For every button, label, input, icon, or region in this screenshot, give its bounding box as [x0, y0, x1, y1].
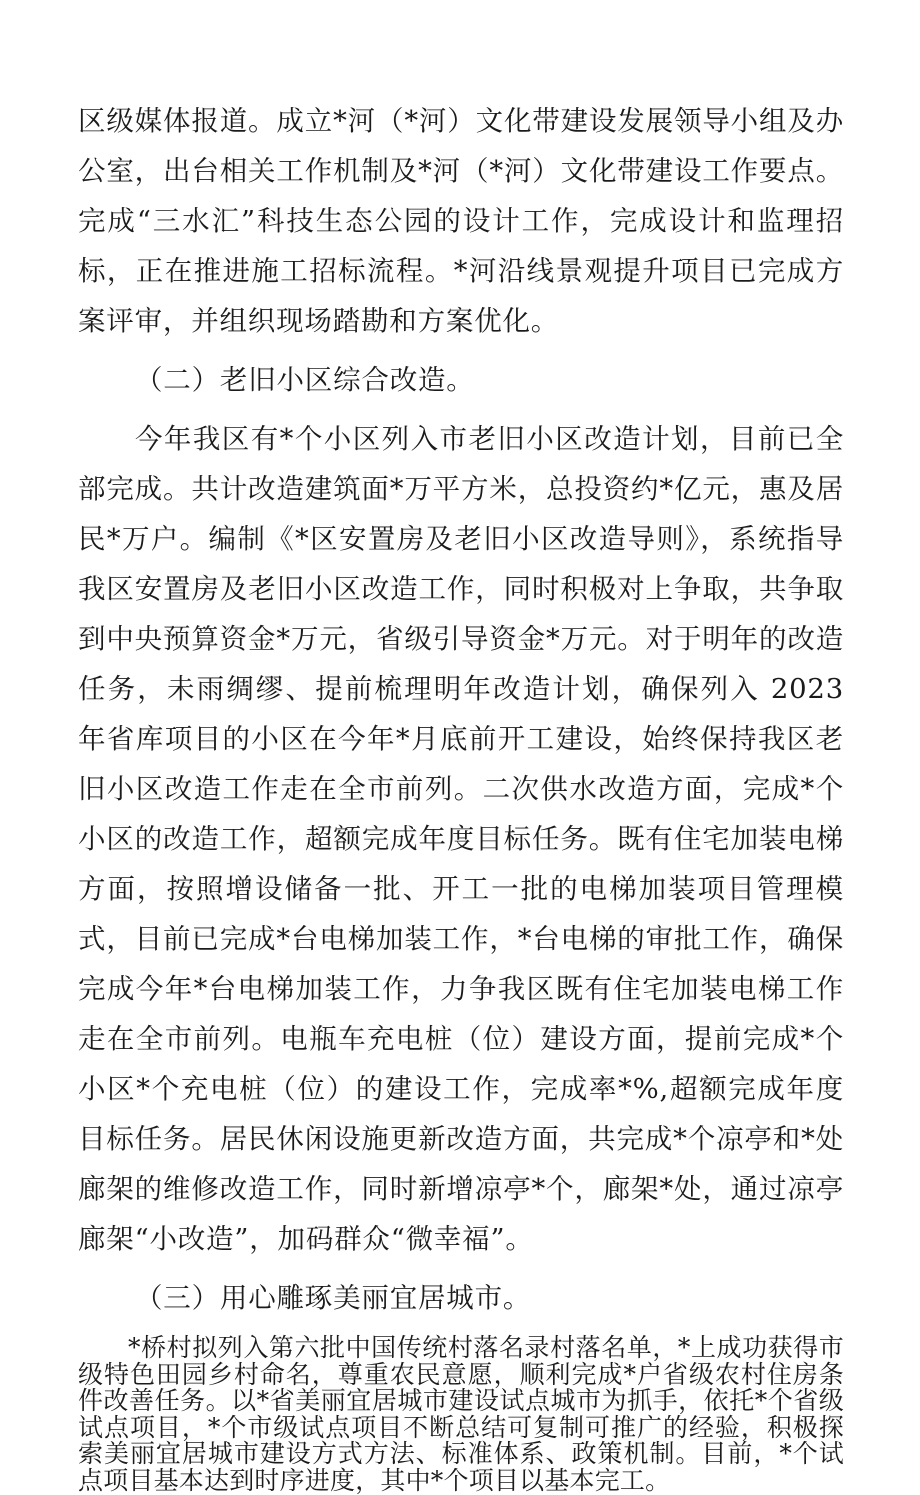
paragraph-old-community-renovation: 今年我区有*个小区列入市老旧小区改造计划，目前已全部完成。共计改造建筑面*万平方米，总投资约*亿元，惠及居民*万户。编制《*区安置房及老旧小区改造导则》，系统指导我区安置房及老旧小区改造工作，同时积极对上争取，共争取到中央预算资金*万元，省级引导资金*万元。对于明年的改造任务，未雨绸缪、提前梳理明年改造计划，确保列入 2023 年省库项目的小区在今年*月底前开工建设，始终保持我区老旧小区改造工作走在全市前列。二次供水改造方面，完成*个小区的改造工作，超额完成年度目标任务。既有住宅加装电梯方面，按照增设储备一批、开工一批的电梯加装项目管理模式，目前已完成*台电梯加装工作，*台电梯的审批工作，确保完成今年*台电梯加装工作，力争我区既有住宅加装电梯工作走在全市前列。电瓶车充电桩（位）建设方面，提前完成*个小区*个充电桩（位）的建设工作，完成率*%,超额完成年度目标任务。居民休闲设施更新改造方面，共完成*个凉亭和*处廊架的维修改造工作，同时新增凉亭*个，廊架*处，通过凉亭廊架“小改造”，加码群众“微幸福”。 [78, 423, 844, 1255]
document-text-column [78, 96, 844, 1494]
paragraph-continuation: 区级媒体报道。成立*河（*河）文化带建设发展领导小组及办公室，出台相关工作机制及*河（*河）文化带建设工作要点。完成“三水汇”科技生态公园的设计工作，完成设计和监理招标，正在推进施工招标流程。*河沿线景观提升项目已完成方案评审，并组织现场踏勘和方案优化。 [78, 105, 844, 337]
paragraph-livable-city: *桥村拟列入第六批中国传统村落名录村落名单，*上成功获得市级特色田园乡村命名，尊重农民意愿，顺利完成*户省级农村住房条件改善任务。以*省美丽宜居城市建设试点城市为抓手，依托*个省级试点项目，*个市级试点项目不断总结可复制可推广的经验，积极探索美丽宜居城市建设方式方法、标准体系、政策机制。目前，*个试点项目基本达到时序进度，其中*个项目以基本完工。 [78, 1333, 844, 1495]
section-heading-three: （三）用心雕琢美丽宜居城市。 [135, 1282, 532, 1314]
paragraph-spacer [78, 405, 844, 414]
section-heading-two: （二）老旧小区综合改造。 [135, 364, 475, 396]
paragraph-spacer [78, 346, 844, 355]
paragraph-spacer [78, 1264, 844, 1273]
